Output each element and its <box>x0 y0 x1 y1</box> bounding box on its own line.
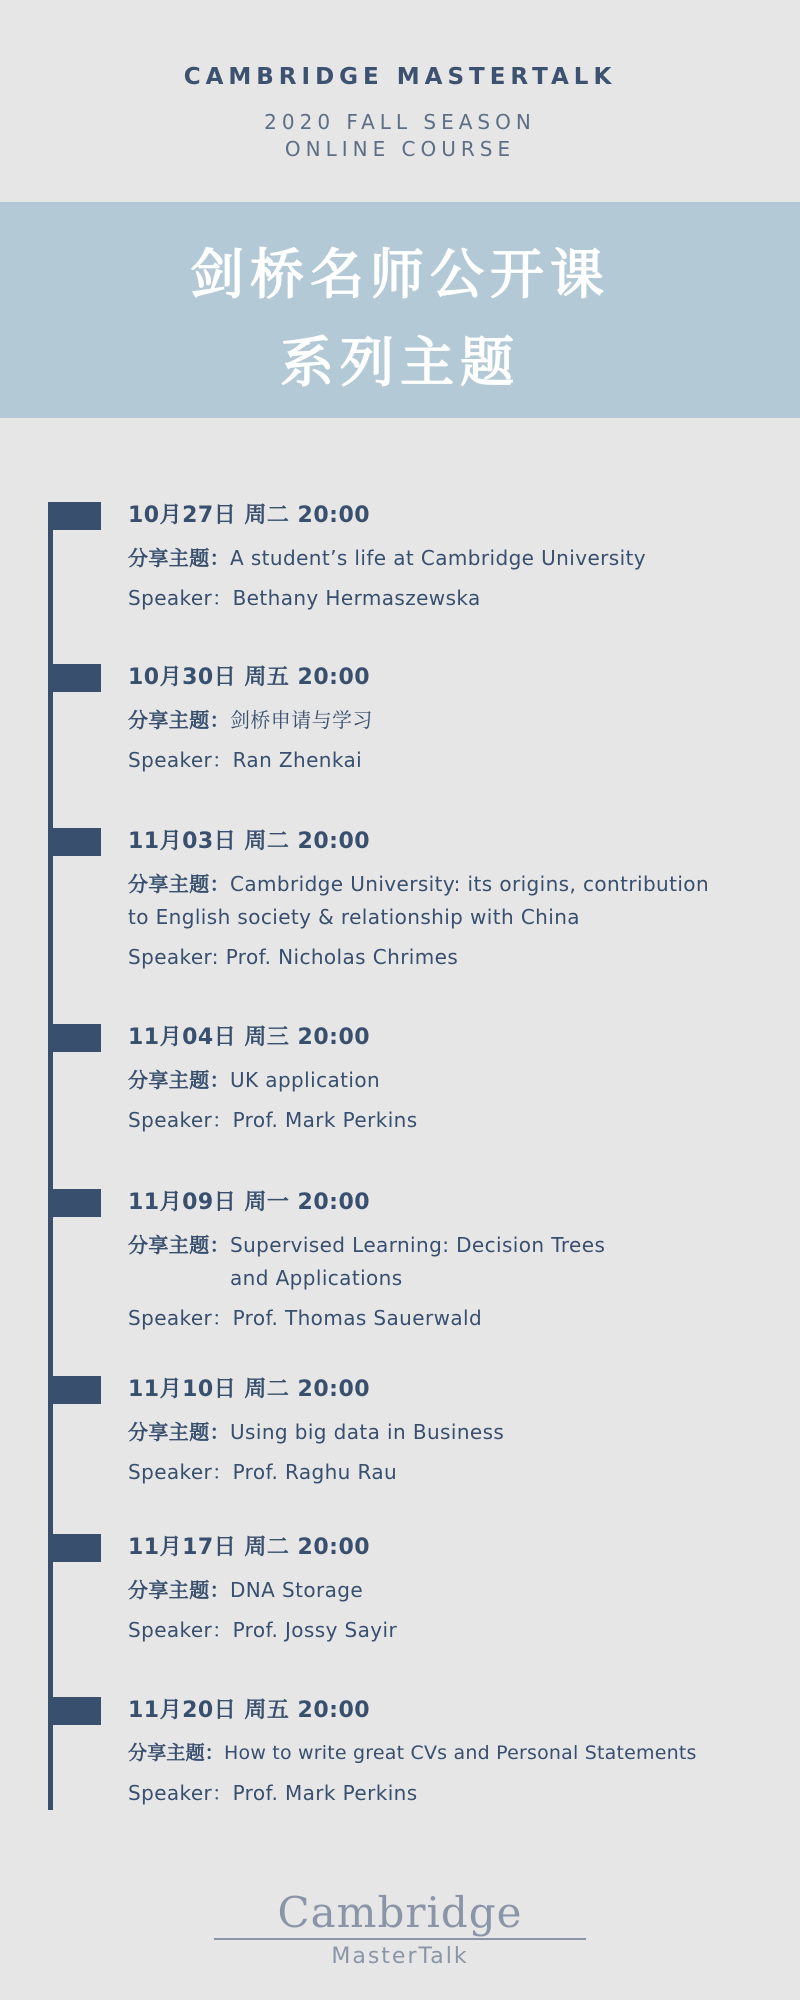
topic-label: 分享主题： <box>128 546 230 570</box>
topic-label: 分享主题： <box>128 1420 230 1444</box>
event-topic: Supervised Learning: Decision Trees and Applications <box>230 1233 606 1290</box>
timeline-marker <box>48 1534 101 1562</box>
event-topic: UK application <box>230 1068 381 1092</box>
event-date: 11月10日 周二 20:00 <box>128 1377 371 1402</box>
event-speaker: Prof. Thomas Sauerwald <box>232 1306 483 1330</box>
speaker-label: Speaker： <box>128 586 233 610</box>
logo-rule <box>214 1938 586 1940</box>
event-topic: Using big data in Business <box>230 1420 505 1444</box>
event-date: 11月03日 周二 20:00 <box>128 829 371 854</box>
event-topic: Cambridge University: its origins, contribution to English society & relationship with China <box>128 872 710 929</box>
header-eyebrow: CAMBRIDGE MASTERTALK <box>183 64 617 90</box>
topic-label: 分享主题： <box>128 1068 230 1092</box>
event-topic-row <box>128 1229 768 1295</box>
event-date: 11月20日 周五 20:00 <box>128 1698 371 1723</box>
timeline-marker <box>48 664 101 692</box>
schedule-item <box>128 1534 768 1654</box>
topic-label: 分享主题： <box>128 872 230 896</box>
event-speaker: Prof. Nicholas Chrimes <box>225 945 459 969</box>
event-topic: 剑桥申请与学习 <box>230 708 373 732</box>
event-speaker-row <box>128 1104 768 1137</box>
event-topic-row <box>128 1416 768 1449</box>
speaker-label: Speaker： <box>128 1108 233 1132</box>
event-topic-row <box>128 704 768 737</box>
event-speaker-row <box>128 1777 768 1810</box>
event-speaker: Ran Zhenkai <box>232 748 363 772</box>
schedule-item <box>128 828 768 981</box>
event-speaker-row <box>128 582 768 615</box>
event-date: 11月17日 周二 20:00 <box>128 1535 371 1560</box>
topic-label: 分享主题： <box>128 708 230 732</box>
event-speaker-row <box>128 1302 768 1335</box>
event-speaker-row <box>128 1456 768 1489</box>
event-speaker: Prof. Mark Perkins <box>232 1108 418 1132</box>
logo-subtitle: MasterTalk <box>331 1944 469 1969</box>
schedule-item <box>128 1697 768 1817</box>
timeline-marker <box>48 1697 101 1725</box>
speaker-label: Speaker： <box>128 748 233 772</box>
event-speaker: Prof. Raghu Rau <box>232 1460 398 1484</box>
season-label: 2020 FALL SEASON <box>264 110 536 134</box>
event-speaker-row <box>128 941 768 974</box>
speaker-label: Speaker: <box>128 945 226 969</box>
banner-title-line2: 系列主题 <box>280 331 520 394</box>
event-topic-row <box>128 1737 768 1770</box>
topic-label: 分享主题： <box>128 1742 225 1764</box>
cambridge-mastertalk-logo <box>0 1890 800 1969</box>
course-label: ONLINE COURSE <box>284 137 516 161</box>
title-banner <box>0 202 800 418</box>
speaker-label: Speaker： <box>128 1460 233 1484</box>
event-date: 11月04日 周三 20:00 <box>128 1025 371 1050</box>
banner-title-line1: 剑桥名师公开课 <box>190 243 610 306</box>
timeline-marker <box>48 828 101 856</box>
event-speaker: Prof. Jossy Sayir <box>232 1618 398 1642</box>
event-speaker: Prof. Mark Perkins <box>232 1781 418 1805</box>
event-speaker-row <box>128 744 768 777</box>
event-date: 11月09日 周一 20:00 <box>128 1190 371 1215</box>
speaker-label: Speaker： <box>128 1618 233 1642</box>
event-topic-row <box>128 868 768 934</box>
event-topic-row <box>128 1574 768 1607</box>
schedule-item <box>128 1376 768 1496</box>
topic-label: 分享主题： <box>128 1578 230 1602</box>
event-topic: How to write great CVs and Personal Statements <box>224 1742 697 1764</box>
event-speaker: Bethany Hermaszewska <box>232 586 481 610</box>
event-speaker-row <box>128 1614 768 1647</box>
schedule-item <box>128 1024 768 1144</box>
schedule-item <box>128 664 768 784</box>
logo-wordmark: Cambridge <box>277 1888 523 1937</box>
event-topic-row <box>128 1064 768 1097</box>
timeline-line <box>48 502 53 1810</box>
schedule-item <box>128 502 768 622</box>
event-date: 10月27日 周二 20:00 <box>128 503 371 528</box>
timeline-marker <box>48 1376 101 1404</box>
speaker-label: Speaker： <box>128 1306 233 1330</box>
speaker-label: Speaker： <box>128 1781 233 1805</box>
schedule-item <box>128 1189 768 1342</box>
timeline-marker <box>48 1189 101 1217</box>
event-topic: DNA Storage <box>230 1578 364 1602</box>
timeline-marker <box>48 1024 101 1052</box>
timeline-marker <box>48 502 101 530</box>
event-date: 10月30日 周五 20:00 <box>128 665 371 690</box>
event-topic: A student’s life at Cambridge University <box>230 546 647 570</box>
event-topic-row <box>128 542 768 575</box>
topic-label: 分享主题： <box>128 1233 230 1257</box>
